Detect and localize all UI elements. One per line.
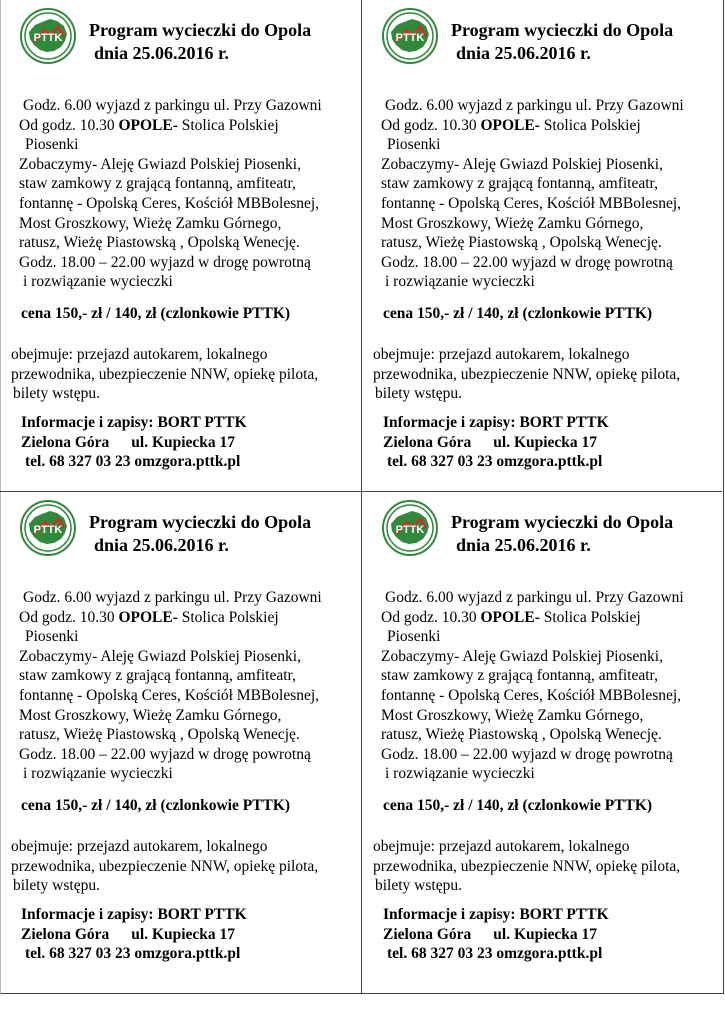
program-line: staw zamkowy z grającą fontanną, amfiteatr,	[381, 175, 658, 193]
program-line: fontannę - Opolską Ceres, Kościół MBBolesnej,	[19, 686, 320, 704]
program-line: Zobaczymy- Aleję Gwiazd Polskiej Piosenki,	[381, 155, 663, 173]
contact-info: Informacje i zapisy: BORT PTTK Zielona Góra ul. Kupiecka 17 tel. 68 327 03 23 omzgora.pttk.pl	[383, 414, 609, 471]
program-line: Most Groszkowy, Wieżę Zamku Górnego,	[381, 214, 644, 232]
price-text: cena 150,- zł / 140, zł (czlonkowie PTTK)	[21, 797, 291, 814]
program-line: Godz. 6.00 wyjazd z parkingu ul. Przy Gazowni	[23, 97, 322, 114]
logo-text: PTTK	[395, 32, 425, 44]
contact-info: Informacje i zapisy: BORT PTTK Zielona Góra ul. Kupiecka 17 tel. 68 327 03 23 omzgora.pttk.pl	[383, 906, 609, 963]
program-line: Godz. 18.00 – 22.00 wyjazd w drogę powrotną	[19, 745, 311, 763]
horizontal-cut-line	[0, 491, 722, 492]
program-line: i rozwiązanie wycieczki	[385, 273, 535, 291]
program-line: staw zamkowy z grającą fontanną, amfiteatr,	[381, 667, 658, 685]
flyer-card	[363, 1, 721, 489]
title-line-1: Program wycieczki do Opola	[451, 20, 674, 40]
program-line: Od godz. 10.30 OPOLE- Stolica Polskiej	[19, 116, 279, 134]
program-line: Godz. 18.00 – 22.00 wyjazd w drogę powrotną	[381, 253, 673, 271]
pttk-logo-icon	[20, 500, 76, 556]
includes-text: obejmuje: przejazd autokarem, lokalnego przewodnika, ubezpieczenie NNW, opiekę pilota, bilety wstępu.	[11, 838, 319, 895]
program-line: Piosenki	[387, 136, 441, 154]
program-line: staw zamkowy z grającą fontanną, amfiteatr,	[19, 667, 296, 685]
program-line: Godz. 6.00 wyjazd z parkingu ul. Przy Gazowni	[385, 589, 684, 606]
program-line: Godz. 6.00 wyjazd z parkingu ul. Przy Gazowni	[23, 589, 322, 606]
price-text: cena 150,- zł / 140, zł (czlonkowie PTTK)	[383, 797, 653, 814]
title-line-1: Program wycieczki do Opola	[89, 20, 312, 40]
program-line: Piosenki	[387, 628, 441, 646]
pttk-logo-icon	[382, 8, 438, 64]
program-text	[19, 96, 322, 292]
program-line: ratusz, Wieżę Piastowską , Opolską Wenecję.	[381, 234, 662, 252]
flyer-title	[451, 19, 673, 65]
includes-text: obejmuje: przejazd autokarem, lokalnego przewodnika, ubezpieczenie NNW, opiekę pilota, bilety wstępu.	[373, 346, 681, 403]
program-line: Zobaczymy- Aleję Gwiazd Polskiej Piosenki,	[19, 155, 301, 173]
program-text	[381, 96, 684, 292]
program-line: Most Groszkowy, Wieżę Zamku Górnego,	[19, 706, 282, 724]
pttk-logo-icon	[382, 500, 438, 556]
contact-info: Informacje i zapisy: BORT PTTK Zielona Góra ul. Kupiecka 17 tel. 68 327 03 23 omzgora.pttk.pl	[21, 906, 247, 963]
program-line: ratusz, Wieżę Piastowską , Opolską Wenecję.	[381, 726, 662, 744]
program-line: i rozwiązanie wycieczki	[385, 765, 535, 783]
program-line: Godz. 18.00 – 22.00 wyjazd w drogę powrotną	[19, 253, 311, 271]
program-line: ratusz, Wieżę Piastowską , Opolską Wenecję.	[19, 726, 300, 744]
includes-text: obejmuje: przejazd autokarem, lokalnego przewodnika, ubezpieczenie NNW, opiekę pilota, bilety wstępu.	[373, 838, 681, 895]
pttk-logo-icon	[20, 8, 76, 64]
contact-info: Informacje i zapisy: BORT PTTK Zielona Góra ul. Kupiecka 17 tel. 68 327 03 23 omzgora.pttk.pl	[21, 414, 247, 471]
title-line-2: dnia 25.06.2016 r.	[456, 43, 591, 63]
title-line-1: Program wycieczki do Opola	[89, 512, 312, 532]
logo-text: PTTK	[33, 32, 63, 44]
program-line: staw zamkowy z grającą fontanną, amfiteatr,	[19, 175, 296, 193]
logo-text: PTTK	[33, 524, 63, 536]
program-line: Od godz. 10.30 OPOLE- Stolica Polskiej	[381, 116, 641, 134]
program-line: Zobaczymy- Aleję Gwiazd Polskiej Piosenki,	[381, 647, 663, 665]
title-line-2: dnia 25.06.2016 r.	[94, 43, 229, 63]
flyer-card	[1, 1, 359, 489]
vertical-cut-line	[361, 0, 362, 993]
program-line: Most Groszkowy, Wieżę Zamku Górnego,	[381, 706, 644, 724]
program-line: i rozwiązanie wycieczki	[23, 273, 173, 291]
flyer-title	[89, 511, 311, 557]
title-line-2: dnia 25.06.2016 r.	[456, 535, 591, 555]
title-line-1: Program wycieczki do Opola	[451, 512, 674, 532]
includes-text: obejmuje: przejazd autokarem, lokalnego przewodnika, ubezpieczenie NNW, opiekę pilota, bilety wstępu.	[11, 346, 319, 403]
program-line: ratusz, Wieżę Piastowską , Opolską Wenecję.	[19, 234, 300, 252]
program-text	[19, 588, 322, 784]
flyer-card	[1, 493, 359, 981]
program-line: Zobaczymy- Aleję Gwiazd Polskiej Piosenki,	[19, 647, 301, 665]
flyer-card	[363, 493, 721, 981]
program-line: fontannę - Opolską Ceres, Kościół MBBolesnej,	[381, 194, 682, 212]
flyer-title	[89, 19, 311, 65]
program-line: Od godz. 10.30 OPOLE- Stolica Polskiej	[19, 608, 279, 626]
program-line: Godz. 6.00 wyjazd z parkingu ul. Przy Gazowni	[385, 97, 684, 114]
program-line: Piosenki	[25, 628, 79, 646]
program-line: Piosenki	[25, 136, 79, 154]
price-text: cena 150,- zł / 140, zł (czlonkowie PTTK)	[383, 305, 653, 322]
program-line: fontannę - Opolską Ceres, Kościół MBBolesnej,	[381, 686, 682, 704]
program-line: fontannę - Opolską Ceres, Kościół MBBolesnej,	[19, 194, 320, 212]
program-line: Godz. 18.00 – 22.00 wyjazd w drogę powrotną	[381, 745, 673, 763]
price-text: cena 150,- zł / 140, zł (czlonkowie PTTK)	[21, 305, 291, 322]
program-line: i rozwiązanie wycieczki	[23, 765, 173, 783]
title-line-2: dnia 25.06.2016 r.	[94, 535, 229, 555]
flyer-title	[451, 511, 673, 557]
program-line: Most Groszkowy, Wieżę Zamku Górnego,	[19, 214, 282, 232]
program-text	[381, 588, 684, 784]
logo-text: PTTK	[395, 524, 425, 536]
program-line: Od godz. 10.30 OPOLE- Stolica Polskiej	[381, 608, 641, 626]
